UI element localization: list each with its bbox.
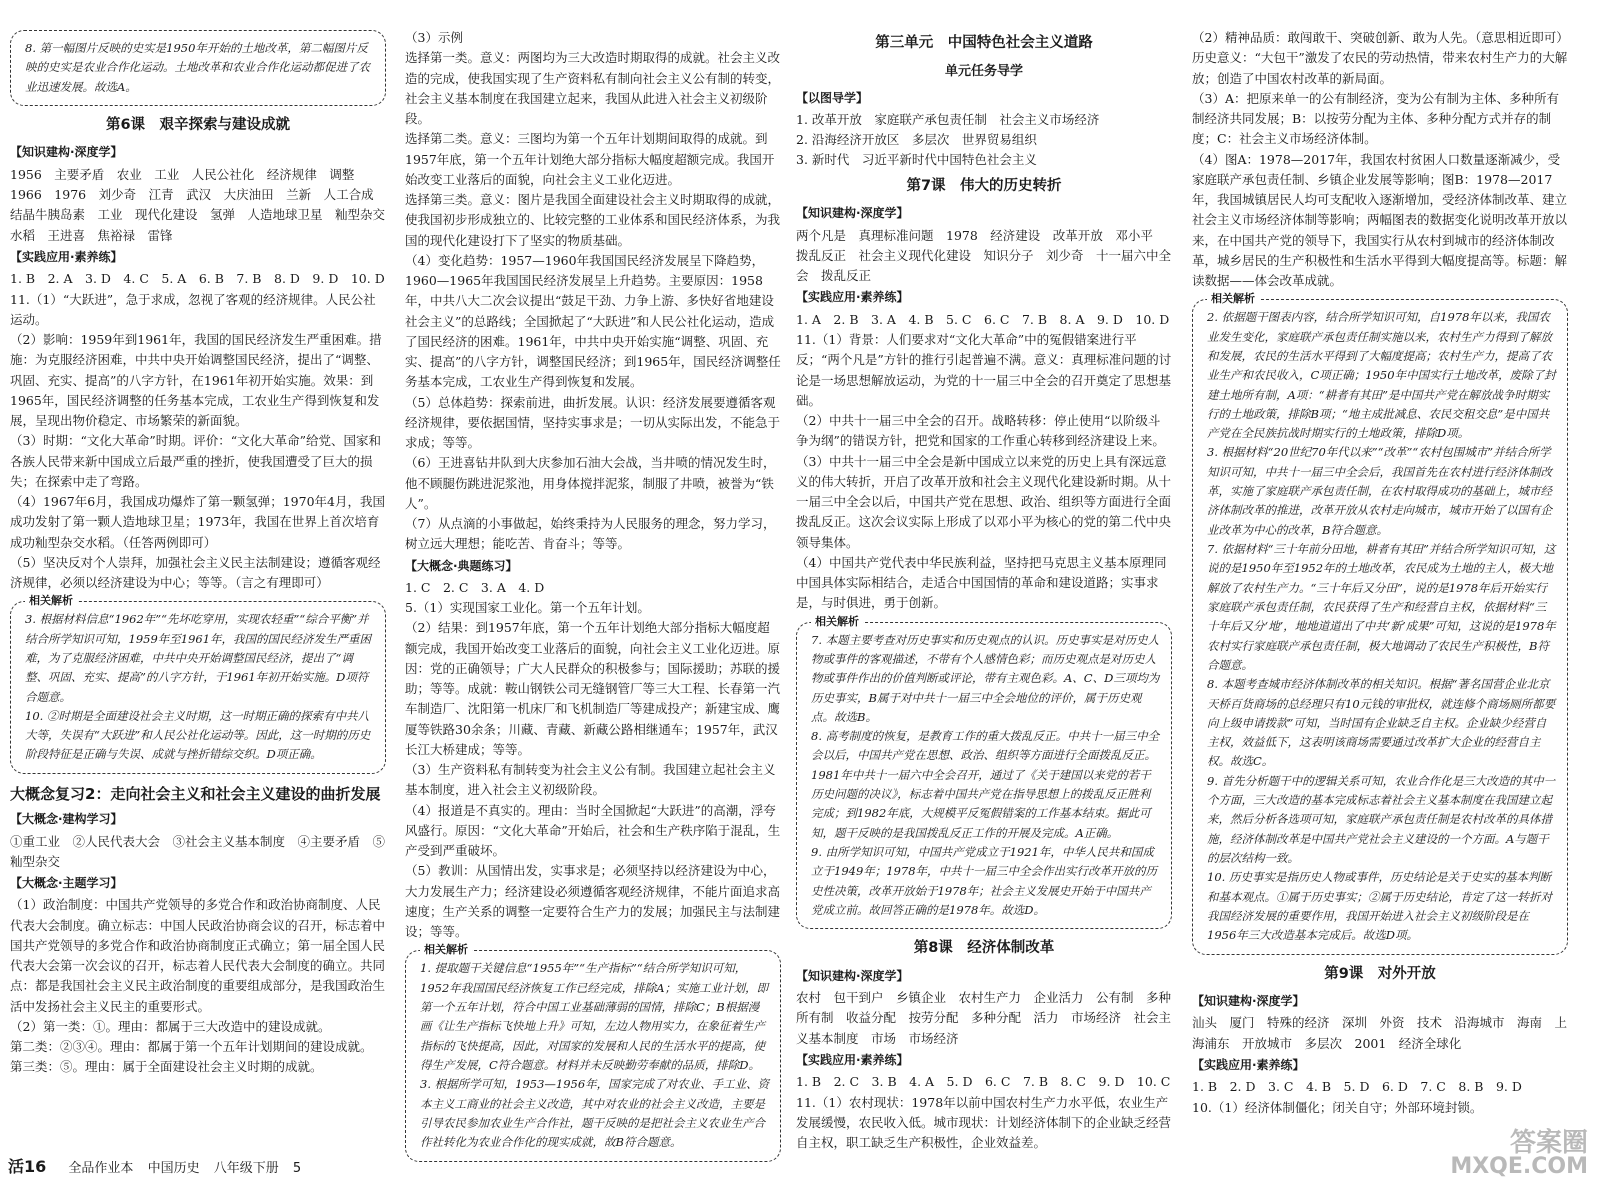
section-heading: 【大概念·典题练习】 [405,558,518,573]
analysis-label: 相关解析 [1207,290,1259,308]
section-heading: 【知识建构·深度学】 [796,206,909,221]
column-4 [1192,28,1568,1118]
answer-paragraph: （3）示例 [405,30,463,45]
lesson-6-title: 第6课 艰辛探索与建设成就 [105,116,291,133]
keywords: 1956 主要矛盾 农业 工业 人民公社化 经济规律 调整 1966 1976 刘少奇 江青 武汉 大庆油田 兰新 人工合成结晶牛胰岛素 工业 现代化建设 氢弹 人造地球卫星 籼型杂交水稻 王进喜 焦裕禄 雷锋 [10,166,386,243]
answer-paragraph: 11.（1）“大跃进”，急于求成，忽视了客观的经济规律。人民公社运动。 [10,291,376,327]
lesson-8-title: 第8课 经济体制改革 [913,940,1055,957]
answer-paragraph: （4）图A：1978—2017年，我国农村贫困人口数量逐渐减少，受家庭联产承包责任制、乡镇企业发展等影响；图B：1978—2017年，我国城镇居民人均可支配收入逐渐增加，受经济体制改革、建立社会主义市场经济体制等影响；两幅图表的数据变化说明改革开放以来，在中国共产党的领导下，我国实行从农村到城市的经济体制改革，城乡居民的生产积极性和生活水平得到大幅度提高等。标题：解读数据——体会改革成就。 [1192,151,1568,288]
analysis-box [405,943,781,1161]
grade-name: 八年级下册 [213,1161,279,1177]
answer-paragraph: （6）王进喜钻井队到大庆参加石油大会战，当井喷的情况发生时，他不顾腿伤跳进泥浆池，用身体搅拌泥浆，制服了井喷，被誉为“铁人”。 [405,455,776,511]
answer-paragraph: （2）结果：到1957年底，第一个五年计划绝大部分指标大幅度超额完成，我国开始改变工业落后的面貌，向社会主义工业化迈进。原因：党的正确领导；广大人民群众的积极参与；国际援助；苏联的援助；等等。成就：鞍山钢铁公司无缝钢管厂等三大工程、长春第一汽车制造厂、沈阳第一机床厂和飞机制造厂等建成投产；新建宝成、鹰厦等铁路30余条；川藏、青藏、新藏公路相继通车；1957年，武汉长江大桥建成；等等。 [405,620,781,757]
keywords: 农村 包干到户 乡镇企业 农村生产力 企业活力 公有制 多种所有制 收益分配 按劳分配 多种分配 活力 市场经济 社会主义基本制度 市场 市场经济 [796,990,1172,1046]
analysis-item: 3. 根据材料“20世纪70年代以来”“改革”“农村包围城市”并结合所学知识可知，中共十一届三中全会后，我国首先在农村进行经济体制改革，实施了家庭联产承包责任制，在农村取得成功的基础上，城市经济体制改革的推进，改革开放从农村走向城市，城市开始了以国有企业改革为中心的改革，B符合题意。 [1207,445,1552,537]
unit-subtitle: 单元任务导学 [944,64,1023,80]
theme-paragraph: 第二类：②③④。理由：都属于第一个五年计划期间的建设成就。 [10,1039,373,1055]
analysis-item: 3. 根据所学可知，1953—1956年，国家完成了对农业、手工业、资本主义工商业的社会主义改造，其中对农业的社会主义改造，主要是引导农民参加农业生产合作社，题干反映的是把社会主义农业生产合作社转化为农业合作化的现实成就，故B符合题意。 [420,1077,770,1150]
answer-paragraph: （3）中共十一届三中全会是新中国成立以来党的历史上具有深远意义的伟大转折，开启了改革开放和社会主义现代化建设新时期。从十一届三中全会以后，中国共产党在思想、政治、组织等方面进行全面拨乱反正。这次会议实际上形成了以邓小平为核心的党的第二代中央领导集体。 [796,453,1172,550]
analysis-item: 3. 根据材料信息“1962年”“先坏吃穿用，实现农轻重”“综合平衡”并结合所学知识可知，1959年至1961年，我国的国民经济发生严重困难，为了克服经济困难，中共中央开始调整国民经济，提出了“调整、巩固、充实、提高”的八字方针，于1961年初开始实施。D项符合题意。 [25,612,372,704]
guide-line: 3. 新时代 习近平新时代中国特色社会主义 [796,152,1037,168]
book-name: 全品作业本 [68,1161,134,1177]
section-heading: 【实践应用·素养练】 [10,249,123,264]
analysis-item: 9. 由所学知识可知，中国共产党成立于1921年，中华人民共和国成立于1949年；1978年，中共十一届三中全会作出实行改革开放的历史性决策，改革开放始于1978年；社会主义发展史开始于中国共产党成立前。故回答正确的是1978年。故选D。 [811,845,1158,917]
unit-title: 第三单元 中国特色社会主义道路 [875,35,1093,51]
page-footer [8,1154,311,1180]
answer-paragraph: （4）报道是不真实的。理由：当时全国掀起“大跃进”的高潮，浮夸风盛行。原因：“文化大革命”开始后，社会和生产秩序陷于混乱，生产受到严重破坏。 [405,802,781,859]
answer-line: 1. B 2. D 3. C 4. B 5. D 6. D 7. C 8. B 9. D [1192,1079,1522,1095]
answer-paragraph: （5）教训：从国情出发，实事求是；必须坚持以经济建设为中心，大力发展生产力；经济建设必须遵循客观经济规律，不能片面追求高速度；生产关系的调整一定要符合生产力的发展；加强民主与法制建设；等等。 [405,863,781,940]
section-heading: 【实践应用·素养练】 [796,1052,909,1067]
answer-paragraph: 10.（1）经济体制僵化；闭关自守；外部环境封锁。 [1192,1099,1483,1115]
answer-paragraph: 11.（1）农村现状：1978年以前中国农村生产力水平低，农业生产发展缓慢，农民收入低。城市现状：计划经济体制下的企业缺乏经营自主权，职工缺乏生产积极性，企业效益差。 [796,1094,1172,1151]
section-heading: 【知识建构·深度学】 [796,968,909,983]
answer-paragraph: （3）生产资料私有制转变为社会主义公有制。我国建立起社会主义基本制度，进入社会主义初级阶段。 [405,762,776,798]
section-heading: 【实践应用·素养练】 [796,290,909,305]
answer-paragraph: （2）影响：1959年到1961年，我国的国民经济发生严重困难。措施：为克服经济困难，中共中央开始调整国民经济，提出了“调整、巩固、充实、提高”的八字方针，在1961年初开始实施。效果：到1965年，国民经济调整的任务基本完成，工农业生产得到恢复和发展，呈现出物价稳定、市场繁荣的新面貌。 [10,332,382,429]
analysis-label: 相关解析 [811,613,863,631]
answer-paragraph: （4）中国共产党代表中华民族利益，坚持把马克思主义基本原理同中国具体实际相结合，走适合中国国情的革命和建设道路；实事求是，与时俱进，勇于创新。 [796,554,1167,611]
answer-paragraph: （4）变化趋势：1957—1960年我国国民经济发展呈下降趋势，1960—1965年我国国民经济发展呈上升趋势。主要原因：1958年，中共八大二次会议提出“鼓足干劲、力争上游、多快好省地建设社会主义”的总路线；全国掀起了“大跃进”和人民公社化运动，造成了国民经济的困难。1961年，中共中央开始实施“调整、巩固、充实、提高”的八字方针，调整国民经济；到1965年，国民经济调整任务基本完成，工农业生产得到恢复和发展。 [405,252,781,390]
section-heading: 【实践应用·素养练】 [1192,1057,1305,1072]
build-answers: ①重工业 ②人民代表大会 ③社会主义基本制度 ④主要矛盾 ⑤籼型杂交 [10,833,386,869]
watermark-logo-text: 答案圈 [1509,1128,1588,1158]
lesson-7-title: 第7课 伟大的历史转折 [906,177,1062,194]
page-number: 活16 [8,1157,47,1177]
section-heading: 【知识建构·深度学】 [1192,994,1305,1009]
analysis-item: 1. 提取题干关键信息“1955年”“生产指标”“结合所学知识可知，1952年我国国民经济恢复工作已经完成，排除A；实施工业计划，即第一个五年计划，符合中国工业基础薄弱的国情，排除C；B根据漫画《让生产指标飞快地上升》可知，左边人物用实力，在象征着生产指标的飞快提高，因此，对国家的发展和人民的生活水平的提高，使得生产发展，C符合题意。材料并未反映勤劳奉献的品质，排除D。 [420,961,769,1072]
answer-paragraph: （4）1967年6月，我国成功爆炸了第一颗氢弹；1970年4月，我国成功发射了第一颗人造地球卫星；1973年，我国在世界上首次培育成功籼型杂交水稻。（任答两例即可） [10,494,385,550]
answer-paragraph: 选择第三类。意义：图片是我国全面建设社会主义时期取得的成就，使我国初步形成独立的、比较完整的工业体系和国民经济体系，为我国的现代化建设打下了坚实的物质基础。 [405,192,781,248]
watermark [1450,1130,1588,1178]
answer-paragraph: （5）总体趋势：探索前进，曲折发展。认识：经济发展要遵循客观经济规律，要依据国情，坚持实事求是；一切从实际出发，不能急于求成；等等。 [405,394,781,450]
answer-line: 1. C 2. C 3. A 4. D [405,579,545,595]
analysis-item: 7. 依据材料“三十年前分田地，耕者有其田”并结合所学知识可知，这说的是1950年至1952年的土地改革，农民成为土地的主人，极大地解放了农村生产力。“三十年后又分田”，说的是1978年后开始实行家庭联产承包责任制，农民获得了生产和经营自主权，依据材料“三十年后又分‘地’，地地道道出了中共‘新’成果”可知，这说的是1978年农村实行家庭联产承包责任制，极大地调动了农民生产积极性，B符合题意。 [1207,542,1556,672]
theme-paragraph: （2）第一类：①。理由：都属于三大改造中的建设成就。 [10,1018,331,1034]
answer-paragraph: （2）中共十一届三中全会的召开。战略转移：停止使用“以阶级斗争为纲”的错误方针，把党和国家的工作重心转移到经济建设上来。 [796,413,1165,449]
guide-line: 1. 改革开放 家庭联产承包责任制 社会主义市场经济 [796,111,1100,127]
answer-paragraph: 5.（1）实现国家工业化。第一个五年计划。 [405,600,650,616]
analysis-item: 8. 本题考查城市经济体制改革的相关知识。根据“著名国营企业北京天桥百货商场的总经理只有10元钱的审批权，就连修个商场厕所都要向上级申请拨款”可知，当时国有企业缺乏自主权。企业缺少经营自主权，效益低下，这表明该商场需要通过改革扩大企业的经营自主权。故选C。 [1207,677,1556,769]
answer-note-box [10,30,386,106]
analysis-item: 10. ②时期是全面建设社会主义时期，这一时期正确的探索有中共八大等，失误有“大跃进”和人民公社化运动等。因此，这一时期的历史阶段特征是正确与失误、成就与挫折错综交织。D项正确。 [25,708,371,762]
keywords: 两个凡是 真理标准问题 1978 经济建设 改革开放 邓小平 拨乱反正 社会主义现代化建设 知识分子 刘少奇 十一届六中全会 拨乱反正 [796,227,1172,284]
answer-paragraph: （3）A：把原来单一的公有制经济，变为公有制为主体、多种所有制经济共同发展；B：以按劳分配为主体、多种分配方式并存的制度；C：社会主义市场经济体制。 [1192,90,1559,147]
answer-line: 1. B 2. A 3. D 4. C 5. A 6. B 7. B 8. D 9. D 10. D [10,271,385,287]
section-heading: 【大概念·主题学习】 [10,876,123,891]
keywords: 汕头 厦门 特殊的经济 深圳 外资 技术 沿海城市 海南 上海浦东 开放城市 多层次 2001 经济全球化 [1192,1015,1568,1051]
analysis-box [796,614,1172,930]
answer-paragraph: 选择第二类。意义：三图均为第一个五年计划期间取得的成就。到1957年底，第一个五年计划绝大部分指标大幅度超额完成。我国开始改变工业落后的面貌，向社会主义工业化迈进。 [405,131,775,187]
answer-paragraph: 11.（1）背景：人们要求对“文化大革命”中的冤假错案进行平反；“两个凡是”方针的推行引起普遍不满。意义：真理标准问题的讨论是一场思想解放运动，为党的十一届三中全会的召开奠定了思想基础。 [796,332,1172,408]
column-3 [796,28,1172,1153]
answer-paragraph: （7）从点滴的小事做起，始终秉持为人民服务的理念，努力学习，树立远大理想；能吃苦、肯奋斗；等等。 [405,516,776,552]
analysis-box [10,594,386,774]
guide-line: 2. 沿海经济开放区 多层次 世界贸易组织 [796,132,1037,148]
analysis-item: 2. 依据题干图表内容，结合所学知识可知，自1978年以来，我国农业发生变化，家庭联产承包责任制实施以来，农村生产力得到了解放和发展，农民的生活水平得到了大幅度提高；农村生产力，提高了农业生产和农民收入，C项正确；1950年中国实行土地改革，废除了封建土地所有制，A项：“耕者有其田”是中国共产党在解放战争时期实行的土地政策，排除B项；“地主成批减息、农民交租交息”是中国共产党在全民族抗战时期实行的土地政策，排除D项。 [1207,310,1556,441]
analysis-item: 10. 历史事实是指历史人物或事件，历史结论是关于史实的基本判断和基本观点。①属于历史事实；②属于历史结论，肯定了这一转折对我国经济发展的重要作用，我国开始进入社会主义初级阶段是在1956年三大改造基本完成后。故选D项。 [1207,870,1552,943]
analysis-box [1192,292,1568,954]
section-heading: 【以图导学】 [796,90,869,105]
analysis-item: 7. 本题主要考查对历史事实和历史观点的认识。历史事实是对历史人物或事件的客观描述，不带有个人感情色彩；而历史观点是对历史人物或事件作出的价值判断或评论，带有主观色彩。A、C、D三项均为历史事实，B属于对中共十一届三中全会地位的评价，属于历史观点。故选B。 [811,632,1160,724]
theme-paragraph: （1）政治制度：中国共产党领导的多党合作和政治协商制度、人民代表大会制度。确立标志：中国人民政治协商会议的召开，标志着中国共产党领导的多党合作和政治协商制度正式确立；第一届全国人民代表大会第一次会议的召开，标志着人民代表大会制度的确立。共同点：都是我国社会主义民主政治制度的重要组成部分，是我国政治生活中发扬社会主义民主的重要形式。 [10,897,386,1014]
column-2 [405,28,781,1170]
answer-paragraph: （2）精神品质：敢闯敢干、突破创新、敢为人先。（意思相近即可）历史意义：“大包干”激发了农民的劳动热情，带来农村生产力的大解放；创造了中国农村改革的新局面。 [1192,30,1568,86]
answer-paragraph: 选择第一类。意义：两图均为三大改造时期取得的成就。社会主义改造的完成，使我国实现了生产资料私有制向社会主义公有制的转变，社会主义基本制度在我国建立起来，我国从此进入社会主义初级阶段。 [405,50,781,126]
answer-paragraph: （3）时期：“文化大革命”时期。评价：“文化大革命”给党、国家和各族人民带来新中国成立后最严重的挫折，使我国遭受了巨大的损失；在探索中走了弯路。 [10,433,382,489]
note-text: 8. 第一幅图片反映的史实是1950年开始的土地改革，第二幅图片反映的史实是农业合作化运动。土地改革和农业合作化运动都促进了农业迅速发展。故选A。 [25,41,370,94]
subject-name: 中国历史 [147,1161,200,1177]
column-1 [10,28,386,1078]
analysis-item: 9. 首先分析题干中的逻辑关系可知，农业合作化是三大改造的其中一个方面，三大改造的基本完成标志着社会主义基本制度在我国建立起来，然后分析各选项可知，家庭联产承包责任制是农村改革的具体措施，经济体制改革是中国共产党社会主义建设的一个方面。A与题干的层次结构一致。 [1207,773,1556,865]
section-heading: 【知识建构·深度学】 [10,145,123,160]
answer-line: 1. A 2. B 3. A 4. B 5. C 6. C 7. B 8. A 9. D 10. D [796,311,1170,327]
footer-number: 5 [292,1161,302,1177]
review-title: 大概念复习2：走向社会主义和社会主义建设的曲折发展 [10,784,381,803]
analysis-item: 8. 高考制度的恢复，是教育工作的重大拨乱反正。中共十一届三中全会以后，中国共产党在思想、政治、组织等方面进行全面拨乱反正。1981年中共十一届六中全会召开，通过了《关于建国以来党的若干历史问题的决议》，标志着中国共产党在指导思想上的拨乱反正胜利完成；到1982年底，大规模平反冤假错案的工作基本结束。据此可知，题干反映的是我国拨乱反正工作的开展及完成。A正确。 [811,729,1160,840]
theme-paragraph: 第三类：⑤。理由：属于全面建设社会主义时期的成就。 [10,1059,323,1075]
answer-line: 1. B 2. C 3. B 4. A 5. D 6. C 7. B 8. C 9. D 10. C [796,1074,1171,1090]
lesson-9-title: 第9课 对外开放 [1324,965,1436,982]
answer-paragraph: （5）坚决反对个人崇拜，加强社会主义民主法制建设；遵循客观经济规律，必须以经济建设为中心；等等。（言之有理即可） [10,554,381,591]
analysis-label: 相关解析 [25,592,77,610]
analysis-label: 相关解析 [420,941,472,959]
section-heading: 【大概念·建构学习】 [10,812,123,827]
watermark-url: MXQE.COM [1450,1154,1588,1179]
